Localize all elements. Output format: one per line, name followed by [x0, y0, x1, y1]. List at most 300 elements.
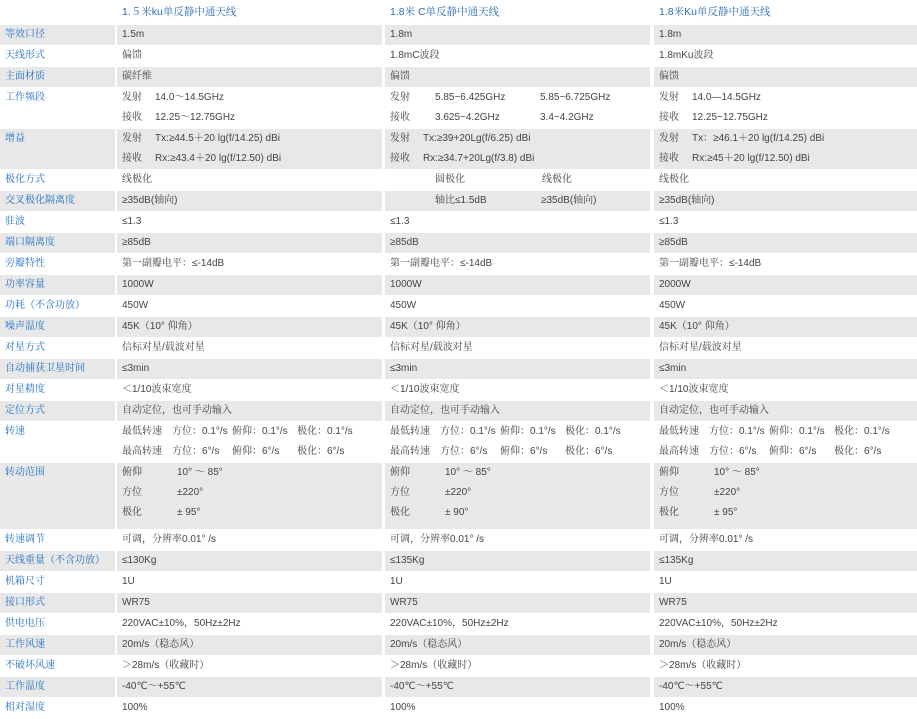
spec-subvalue: 45K（10° 仰角）: [122, 321, 198, 332]
spec-value-line: [385, 317, 650, 337]
spec-subvalue: ≤135Kg: [390, 555, 425, 566]
spec-value-line: [117, 46, 382, 66]
spec-value-line: [654, 359, 917, 379]
column-header: 1.8米Ku单反静中通天线: [659, 6, 771, 18]
spec-value: [385, 212, 650, 232]
spec-value-line: [385, 698, 650, 718]
spec-value-line: [654, 317, 917, 337]
spec-value-line: [654, 338, 917, 358]
spec-label: [0, 614, 115, 634]
spec-subvalue: 100%: [390, 702, 416, 713]
spec-value-line: [654, 401, 917, 421]
spec-value: [385, 67, 650, 87]
spec-subvalue: 220VAC±10%，50Hz±2Hz: [659, 618, 778, 629]
spec-value-line: [385, 129, 650, 149]
spec-value: [385, 401, 650, 421]
table-header-row: [0, 0, 917, 25]
spec-subvalue: ±220°: [177, 487, 204, 498]
spec-value-line: [117, 25, 382, 45]
spec-value: [385, 46, 650, 66]
spec-label: [0, 463, 115, 529]
spec-label-text: 驻波: [5, 216, 25, 227]
spec-value: [117, 614, 382, 634]
spec-subvalue: 发射: [390, 133, 410, 144]
spec-subvalue: 自动定位，也可手动输入: [659, 405, 769, 416]
spec-value-line: [117, 422, 382, 442]
spec-subvalue: WR75: [390, 597, 418, 608]
spec-label: [0, 401, 115, 421]
spec-label: [0, 67, 115, 87]
table-row: [0, 698, 917, 719]
spec-subvalue: ≤135Kg: [659, 555, 694, 566]
spec-subvalue: ≥85dB: [122, 237, 151, 248]
spec-subvalue: 接收: [659, 112, 679, 123]
spec-value-line: [117, 463, 382, 483]
spec-value-line: [385, 422, 650, 442]
spec-subvalue: 45K（10° 仰角）: [390, 321, 466, 332]
spec-label-text: 天线重量（不含功放）: [5, 555, 105, 566]
spec-subvalue: 10° ～ 85°: [445, 467, 491, 478]
spec-subvalue: 方位：6°/s: [172, 446, 220, 457]
spec-subvalue: 可调，分辨率0.01° /s: [122, 534, 217, 545]
spec-value: [654, 463, 917, 529]
spec-value: [117, 572, 382, 592]
spec-value: [385, 129, 650, 169]
spec-value-line: [117, 483, 382, 503]
spec-value: [654, 129, 917, 169]
spec-value-line: [385, 483, 650, 503]
spec-value: [385, 170, 650, 190]
spec-subvalue: 最低转速: [390, 426, 430, 437]
spec-value-line: [654, 149, 917, 169]
spec-value: [117, 463, 382, 529]
spec-value-line: [654, 25, 917, 45]
spec-subvalue: 俯仰: [390, 467, 410, 478]
spec-label: [0, 380, 115, 400]
spec-value: [654, 67, 917, 87]
spec-subvalue: Tx：≥46.1＋20 lg(f/14.25) dBi: [692, 133, 825, 144]
column-header: 1.５米ku单反静中通天线: [122, 6, 237, 18]
spec-label-text: 工作风速: [5, 639, 45, 650]
spec-value-line: [654, 635, 917, 655]
spec-subvalue: 线极化: [122, 174, 152, 185]
spec-label: [0, 317, 115, 337]
spec-subvalue: ＞28m/s（收藏时）: [390, 660, 478, 671]
spec-subvalue: -40℃～+55℃: [659, 681, 723, 692]
spec-value: [117, 233, 382, 253]
spec-subvalue: 接收: [122, 153, 142, 164]
spec-value-line: [117, 296, 382, 316]
spec-value-line: [654, 530, 917, 550]
spec-value-line: [654, 88, 917, 108]
spec-subvalue: 自动定位，也可手动输入: [122, 405, 232, 416]
spec-value-line: [117, 254, 382, 274]
spec-subvalue: 发射: [659, 133, 679, 144]
spec-subvalue: -40℃～+55℃: [122, 681, 186, 692]
spec-subvalue: 俯仰：0.1°/s: [232, 426, 288, 437]
spec-subvalue: ＞28m/s（收藏时）: [659, 660, 747, 671]
spec-value: [117, 296, 382, 316]
spec-value-line: [654, 46, 917, 66]
spec-subvalue: 最高转速: [390, 446, 430, 457]
spec-subvalue: ± 90°: [445, 507, 469, 518]
spec-value-line: [385, 593, 650, 613]
table-row: [0, 212, 917, 233]
table-row: [0, 296, 917, 317]
spec-value-line: [385, 614, 650, 634]
spec-value: [654, 212, 917, 232]
spec-label-text: 噪声温度: [5, 321, 45, 332]
spec-label-text: 不破坏风速: [5, 660, 55, 671]
spec-value-line: [385, 401, 650, 421]
spec-subvalue: 偏馈: [659, 71, 679, 82]
spec-subvalue: 方位：6°/s: [709, 446, 757, 457]
spec-subvalue: 俯仰：6°/s: [500, 446, 548, 457]
spec-label: [0, 275, 115, 295]
spec-subvalue: ± 95°: [177, 507, 201, 518]
spec-subvalue: 线极化: [542, 174, 572, 185]
spec-value-line: [117, 551, 382, 571]
spec-value-line: [117, 380, 382, 400]
table-row: [0, 317, 917, 338]
spec-value: [385, 380, 650, 400]
spec-label: [0, 551, 115, 571]
spec-label-text: 接口形式: [5, 597, 45, 608]
spec-label-text: 功率容量: [5, 279, 45, 290]
spec-subvalue: 450W: [659, 300, 686, 311]
spec-subvalue: 3.625~4.2GHz: [435, 112, 500, 123]
spec-subvalue: 信标对星/载波对星: [659, 342, 742, 353]
spec-subvalue: 发射: [122, 133, 142, 144]
spec-subvalue: 1.8m: [659, 29, 682, 40]
spec-subvalue: 接收: [659, 153, 679, 164]
table-row: [0, 551, 917, 572]
spec-value-line: [117, 677, 382, 697]
spec-value-line: [385, 25, 650, 45]
spec-value: [117, 191, 382, 211]
spec-value-line: [385, 380, 650, 400]
spec-label-text: 转速调节: [5, 534, 45, 545]
spec-subvalue: 最高转速: [122, 446, 162, 457]
spec-subvalue: 1U: [122, 576, 135, 587]
spec-subvalue: 1U: [659, 576, 672, 587]
table-row: [0, 635, 917, 656]
spec-value-line: [385, 677, 650, 697]
table-row: [0, 401, 917, 422]
table-row: [0, 530, 917, 551]
table-row: [0, 338, 917, 359]
spec-subvalue: 3.4~4.2GHz: [540, 112, 594, 123]
spec-label: [0, 359, 115, 379]
spec-value: [654, 296, 917, 316]
table-row: [0, 677, 917, 698]
spec-value: [385, 359, 650, 379]
spec-subvalue: 方位: [659, 487, 679, 498]
spec-subvalue: 5.85~6.425GHz: [435, 92, 506, 103]
spec-value-line: [117, 149, 382, 169]
spec-label: [0, 88, 115, 128]
spec-subvalue: 方位：0.1°/s: [440, 426, 496, 437]
spec-subvalue: 俯仰：0.1°/s: [500, 426, 556, 437]
spec-value-line: [117, 212, 382, 232]
spec-subvalue: 12.25～12.75GHz: [155, 112, 236, 123]
spec-subvalue: 45K（10° 仰角）: [659, 321, 735, 332]
spec-value-line: [385, 254, 650, 274]
spec-subvalue: 1.8m: [390, 29, 413, 40]
spec-value: [385, 296, 650, 316]
spec-value-line: [654, 170, 917, 190]
spec-label-text: 供电电压: [5, 618, 45, 629]
spec-subvalue: 12.25~12.75GHz: [692, 112, 768, 123]
spec-value: [117, 25, 382, 45]
spec-value-line: [385, 170, 650, 190]
spec-subvalue: 发射: [659, 92, 679, 103]
spec-subvalue: 10° ～ 85°: [714, 467, 760, 478]
spec-value-line: [654, 572, 917, 592]
spec-value: [117, 677, 382, 697]
spec-value-line: [385, 67, 650, 87]
spec-subvalue: 接收: [390, 112, 410, 123]
table-row: [0, 191, 917, 212]
spec-value: [654, 677, 917, 697]
spec-subvalue: 信标对星/载波对星: [390, 342, 473, 353]
spec-value: [117, 401, 382, 421]
spec-value-line: [385, 442, 650, 462]
spec-subvalue: ≥35dB(轴向): [511, 192, 650, 210]
spec-label-text: 增益: [5, 133, 25, 144]
spec-value-line: [385, 359, 650, 379]
spec-subvalue: 轴比≤1.5dB: [385, 192, 509, 210]
spec-subvalue: 220VAC±10%，50Hz±2Hz: [390, 618, 509, 629]
spec-value: [654, 380, 917, 400]
spec-subvalue: ≤3min: [659, 363, 687, 374]
spec-value-line: [385, 88, 650, 108]
spec-subvalue: 偏馈: [122, 50, 142, 61]
spec-value-line: [117, 530, 382, 550]
spec-value-line: [654, 108, 917, 128]
spec-value: [117, 380, 382, 400]
table-row: [0, 25, 917, 46]
spec-value-line: [385, 212, 650, 232]
spec-value-line: [117, 593, 382, 613]
spec-subvalue: Rx:≥34.7+20Lg(f/3.8) dBi: [423, 153, 535, 164]
spec-subvalue: 第一副瓣电平：≤-14dB: [122, 258, 225, 269]
spec-value-line: [385, 191, 650, 211]
spec-value: [117, 359, 382, 379]
spec-subvalue: ＜1/10波束宽度: [659, 384, 729, 395]
header-spacer: [0, 0, 115, 24]
spec-value-line: [117, 656, 382, 676]
spec-label-text: 工作温度: [5, 681, 45, 692]
spec-label: [0, 677, 115, 697]
spec-subvalue: 自动定位，也可手动输入: [390, 405, 500, 416]
spec-subvalue: ≤1.3: [122, 216, 142, 227]
spec-subvalue: 1.5m: [122, 29, 145, 40]
spec-value-line: [654, 129, 917, 149]
spec-value: [385, 572, 650, 592]
spec-value: [385, 422, 650, 462]
spec-label-text: 交叉极化隔离度: [5, 195, 75, 206]
spec-subvalue: -40℃～+55℃: [390, 681, 454, 692]
spec-label-text: 端口隔离度: [5, 237, 55, 248]
spec-label: [0, 635, 115, 655]
spec-value: [654, 422, 917, 462]
spec-value: [385, 275, 650, 295]
spec-subvalue: ≥85dB: [390, 237, 419, 248]
spec-label: [0, 296, 115, 316]
table-row: [0, 170, 917, 191]
spec-subvalue: 可调，分辨率0.01° /s: [659, 534, 754, 545]
spec-subvalue: 1.8mKu波段: [659, 50, 714, 61]
spec-value: [654, 635, 917, 655]
spec-subvalue: 最低转速: [122, 426, 162, 437]
spec-subvalue: 20m/s（稳态风）: [122, 639, 200, 650]
spec-value-line: [117, 698, 382, 718]
spec-value: [117, 635, 382, 655]
spec-subvalue: 1000W: [122, 279, 154, 290]
spec-label-text: 转动范围: [5, 467, 45, 478]
table-row: [0, 572, 917, 593]
spec-value: [117, 170, 382, 190]
spec-value-line: [385, 338, 650, 358]
spec-subvalue: 第一副瓣电平：≤-14dB: [659, 258, 762, 269]
spec-value: [117, 275, 382, 295]
spec-subvalue: 接收: [390, 153, 410, 164]
spec-label: [0, 254, 115, 274]
spec-value: [654, 191, 917, 211]
spec-label-text: 自动捕获卫星时间: [5, 363, 85, 374]
spec-subvalue: ≤130Kg: [122, 555, 157, 566]
table-row: [0, 46, 917, 67]
spec-label: [0, 129, 115, 169]
spec-subvalue: 接收: [122, 112, 142, 123]
spec-subvalue: 100%: [122, 702, 148, 713]
spec-value: [654, 530, 917, 550]
spec-value: [654, 593, 917, 613]
spec-subvalue: 极化：0.1°/s: [565, 426, 621, 437]
spec-value-line: [654, 503, 917, 523]
table-row: [0, 88, 917, 129]
spec-subvalue: 俯仰：0.1°/s: [769, 426, 825, 437]
spec-value-line: [117, 67, 382, 87]
spec-subvalue: 最高转速: [659, 446, 699, 457]
table-row: [0, 67, 917, 88]
spec-subvalue: 极化: [390, 507, 410, 518]
spec-value-line: [654, 233, 917, 253]
spec-label: [0, 46, 115, 66]
spec-label-text: 定位方式: [5, 405, 45, 416]
spec-value: [117, 338, 382, 358]
spec-value-line: [654, 656, 917, 676]
spec-value: [385, 233, 650, 253]
spec-value: [654, 233, 917, 253]
spec-value-line: [117, 170, 382, 190]
spec-value-line: [385, 551, 650, 571]
spec-value: [117, 551, 382, 571]
spec-value-line: [654, 296, 917, 316]
spec-subvalue: 俯仰: [659, 467, 679, 478]
spec-subvalue: 220VAC±10%，50Hz±2Hz: [122, 618, 241, 629]
spec-subvalue: ±220°: [445, 487, 472, 498]
spec-value: [385, 463, 650, 529]
spec-subvalue: 可调，分辨率0.01° /s: [390, 534, 485, 545]
spec-label-text: 相对湿度: [5, 702, 45, 713]
spec-label-text: 对星方式: [5, 342, 45, 353]
spec-subvalue: ＜1/10波束宽度: [122, 384, 192, 395]
spec-value-line: [654, 463, 917, 483]
spec-value-line: [654, 380, 917, 400]
spec-subvalue: 14.0—14.5GHz: [692, 92, 761, 103]
spec-subvalue: 俯仰：6°/s: [232, 446, 280, 457]
spec-value: [385, 551, 650, 571]
spec-value-line: [117, 635, 382, 655]
spec-subvalue: WR75: [122, 597, 150, 608]
spec-subvalue: 碳纤维: [122, 71, 152, 82]
spec-subvalue: 极化：6°/s: [297, 446, 345, 457]
spec-value: [117, 88, 382, 128]
spec-subvalue: 极化：6°/s: [834, 446, 882, 457]
spec-value: [654, 275, 917, 295]
table-row: [0, 129, 917, 170]
spec-value-line: [385, 635, 650, 655]
table-row: [0, 254, 917, 275]
table-row: [0, 593, 917, 614]
spec-subvalue: 20m/s（稳态风）: [390, 639, 468, 650]
spec-value-line: [654, 422, 917, 442]
spec-subvalue: ＜1/10波束宽度: [390, 384, 460, 395]
table-row: [0, 275, 917, 296]
spec-subvalue: 极化：6°/s: [565, 446, 613, 457]
spec-label-text: 等效口径: [5, 29, 45, 40]
spec-subvalue: 偏馈: [390, 71, 410, 82]
spec-value: [385, 698, 650, 718]
spec-subvalue: 线极化: [659, 174, 689, 185]
spec-value: [117, 422, 382, 462]
spec-subvalue: WR75: [659, 597, 687, 608]
spec-label: [0, 422, 115, 462]
spec-subvalue: 10° ～ 85°: [177, 467, 223, 478]
spec-value: [654, 254, 917, 274]
spec-value: [385, 593, 650, 613]
spec-value: [117, 530, 382, 550]
spec-value-line: [654, 593, 917, 613]
spec-value-line: [654, 212, 917, 232]
spec-subvalue: 极化: [122, 507, 142, 518]
spec-subvalue: 5.85~6.725GHz: [540, 92, 611, 103]
spec-label-text: 机箱尺寸: [5, 576, 45, 587]
spec-value: [117, 67, 382, 87]
spec-value: [117, 317, 382, 337]
spec-label-text: 功耗（不含功放）: [5, 300, 85, 311]
spec-value-line: [654, 677, 917, 697]
spec-label: [0, 233, 115, 253]
spec-value-line: [654, 698, 917, 718]
table-body: [0, 25, 917, 719]
spec-subvalue: 450W: [390, 300, 417, 311]
table-row: [0, 656, 917, 677]
spec-value-line: [654, 483, 917, 503]
spec-subvalue: 方位：6°/s: [440, 446, 488, 457]
spec-value: [385, 25, 650, 45]
spec-value: [385, 191, 650, 211]
spec-value-line: [385, 296, 650, 316]
spec-subvalue: 方位：0.1°/s: [709, 426, 765, 437]
table-row: [0, 380, 917, 401]
spec-value: [654, 656, 917, 676]
spec-value: [654, 551, 917, 571]
spec-subvalue: Tx:≥44.5＋20 lg(f/14.25) dBi: [155, 133, 280, 144]
spec-value-line: [117, 614, 382, 634]
